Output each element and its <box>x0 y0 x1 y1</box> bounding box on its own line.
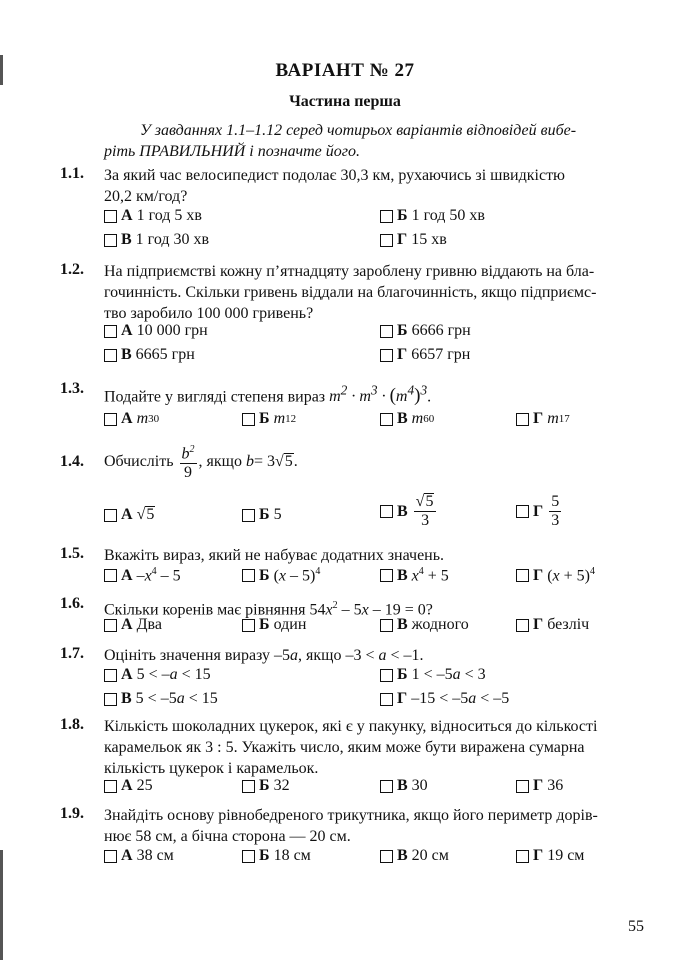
question-text-line: карамельок як 3 : 5. Укажіть число, яким може бути виражена сумарна <box>104 739 585 756</box>
option-letter: А <box>121 566 133 584</box>
option-letter: Б <box>397 207 408 224</box>
page-number: 55 <box>628 918 644 935</box>
option-v[interactable] <box>380 847 449 865</box>
option-text: 5 <box>273 506 282 523</box>
checkbox[interactable] <box>380 619 393 632</box>
variant-title: ВАРІАНТ № 27 <box>275 60 415 81</box>
question-text-line: Знайдіть основу рівнобедреного трикутника, якщо його периметр дорів- <box>104 807 598 824</box>
option-letter: А <box>121 847 133 864</box>
option-expression: 1 < –5a < 3 <box>411 666 486 683</box>
instruction-line-1: У завданнях 1.1–1.12 серед чотирьох варіантів відповідей вибе- <box>140 122 577 139</box>
option-g[interactable] <box>516 777 563 795</box>
question-text <box>104 805 650 847</box>
question-text <box>104 261 650 324</box>
question-number: 1.4. <box>60 453 84 470</box>
option-g[interactable] <box>516 566 595 585</box>
question-text-line: Кількість шоколадних цукерок, які є у пакунку, відноситься до кількості <box>104 718 598 735</box>
option-letter: Б <box>259 847 270 864</box>
option-a[interactable] <box>104 566 181 585</box>
checkbox[interactable] <box>104 693 117 706</box>
option-text: 15 хв <box>411 231 447 248</box>
option-text: 6666 грн <box>411 322 471 339</box>
option-b[interactable] <box>380 322 471 340</box>
option-v[interactable] <box>380 566 449 585</box>
checkbox[interactable] <box>104 780 117 793</box>
option-expression: –15 < –5a < –5 <box>411 690 510 707</box>
option-g[interactable] <box>516 410 570 428</box>
question-number: 1.7. <box>60 645 84 662</box>
checkbox[interactable] <box>380 669 393 682</box>
option-a[interactable] <box>104 847 174 865</box>
checkbox[interactable] <box>380 210 393 223</box>
option-v[interactable] <box>104 346 195 364</box>
question-text-line: За який час велосипедист подолає 30,3 км, рухаючись зі швидкістю <box>104 167 566 184</box>
question-text <box>104 441 650 482</box>
option-v[interactable] <box>104 690 218 708</box>
option-b[interactable] <box>242 777 290 795</box>
option-exponent: 17 <box>558 413 570 425</box>
option-g[interactable] <box>516 616 589 634</box>
checkbox[interactable] <box>380 413 393 426</box>
math-radical: √5 <box>136 506 155 523</box>
option-b[interactable] <box>380 666 486 684</box>
condition-text: , якщо <box>198 453 242 471</box>
question-text-line: тво заробило 100 000 гривень? <box>104 305 314 322</box>
option-text: 6657 грн <box>411 346 471 363</box>
option-letter: А <box>121 322 133 339</box>
option-a[interactable] <box>104 410 159 428</box>
fraction-numerator: 5 <box>551 493 560 510</box>
radicand: 5 <box>284 453 293 471</box>
option-text: безліч <box>547 616 590 633</box>
checkbox[interactable] <box>380 850 393 863</box>
checkbox[interactable] <box>380 780 393 793</box>
option-letter: Г <box>533 847 544 864</box>
option-base: m <box>411 410 424 427</box>
checkbox[interactable] <box>104 210 117 223</box>
condition-value: = 3 <box>253 453 275 471</box>
option-letter: Г <box>533 410 544 427</box>
option-text: 1 год 50 хв <box>411 207 485 224</box>
question-text-line: нює 58 см, а бічна сторона — 20 см. <box>104 828 351 845</box>
option-v[interactable] <box>380 777 428 795</box>
checkbox[interactable] <box>242 413 255 426</box>
question-text-line: гочинність. Скільки гривень віддали на благочинність, якщо підприємс- <box>104 284 597 301</box>
option-v[interactable] <box>104 231 209 249</box>
option-text: 20 см <box>411 847 449 864</box>
question-text: Оцініть значення виразу –5a, якщо –3 < a < –1. <box>104 647 424 664</box>
checkbox[interactable] <box>380 325 393 338</box>
option-letter: А <box>121 410 133 427</box>
option-v[interactable] <box>380 410 434 428</box>
option-letter: Г <box>533 566 544 584</box>
question-number: 1.5. <box>60 545 84 562</box>
question-number: 1.9. <box>60 805 84 822</box>
option-text: 36 <box>547 777 564 794</box>
option-letter: Б <box>397 322 408 339</box>
option-letter: Б <box>259 410 270 427</box>
question-text-line: Подайте у вигляді степеня вираз <box>104 388 326 406</box>
checkbox[interactable] <box>516 413 529 426</box>
checkbox[interactable] <box>242 569 255 582</box>
radicand: 5 <box>425 493 434 510</box>
question-text-line: Обчисліть <box>104 453 174 471</box>
option-v[interactable] <box>380 493 438 530</box>
checkbox[interactable] <box>242 619 255 632</box>
option-text: 1 год 30 хв <box>135 231 210 248</box>
option-expression: $(x + 5)^4$ <box>547 566 595 585</box>
checkbox[interactable] <box>104 669 117 682</box>
checkbox[interactable] <box>516 569 529 582</box>
checkbox[interactable] <box>380 349 393 362</box>
option-text: 6665 грн <box>135 346 195 363</box>
option-letter: Б <box>259 566 270 584</box>
checkbox[interactable] <box>380 693 393 706</box>
option-letter: Г <box>397 231 408 248</box>
option-a[interactable] <box>104 616 162 634</box>
option-text: 19 см <box>547 847 585 864</box>
option-letter: В <box>121 231 132 248</box>
part-title: Частина перша <box>289 93 401 110</box>
option-text: жодного <box>411 616 469 633</box>
question-text-line: На підприємстві кожну п’ятнадцяту зароблену гривню віддають на бла- <box>104 263 595 280</box>
option-a[interactable] <box>104 322 208 340</box>
fraction <box>549 493 561 530</box>
option-letter: А <box>121 777 133 794</box>
option-exponent: 12 <box>285 413 297 425</box>
option-letter: В <box>397 777 408 794</box>
math-radical: √5. <box>275 453 298 471</box>
question-number: 1.8. <box>60 716 84 733</box>
option-b[interactable] <box>242 506 282 524</box>
option-base: m <box>547 410 559 427</box>
option-exponent: 60 <box>423 413 435 425</box>
checkbox[interactable] <box>516 505 529 518</box>
question-text-part: – 19 = 0? <box>368 601 433 619</box>
checkbox[interactable] <box>380 569 393 582</box>
option-b[interactable] <box>242 847 311 865</box>
option-expression: $-x^4 - 5$ <box>136 566 181 585</box>
question-number: 1.6. <box>60 595 84 612</box>
option-text: 30 <box>411 777 428 794</box>
option-text: 25 <box>136 777 153 794</box>
checkbox[interactable] <box>104 234 117 247</box>
option-letter: В <box>397 847 408 864</box>
option-letter: В <box>397 566 408 584</box>
question-number: 1.3. <box>60 380 84 397</box>
option-g[interactable] <box>380 231 447 249</box>
option-g[interactable] <box>380 690 509 708</box>
question-text: Подайте у вигляді степеня вираз $m^2 \cdot m^3 \cdot (m^4)^3$. <box>104 383 432 407</box>
option-letter: В <box>121 690 132 707</box>
option-letter: А <box>121 616 133 633</box>
option-letter: Б <box>397 666 408 683</box>
option-expression: 5 < –5a < 15 <box>135 690 218 707</box>
option-letter: В <box>397 616 408 633</box>
option-letter: А <box>121 506 133 523</box>
option-v[interactable] <box>380 616 469 634</box>
option-expression: (x – 5)$^4$ <box>273 566 321 585</box>
option-text: 18 см <box>273 847 311 864</box>
question-text-part: Скільки коренів має рівняння 54 <box>104 601 326 619</box>
option-letter: Г <box>533 777 544 794</box>
checkbox[interactable] <box>104 413 117 426</box>
question-text-line: кількість цукерок і карамельок. <box>104 760 319 777</box>
checkbox[interactable] <box>242 850 255 863</box>
option-a[interactable] <box>104 666 211 684</box>
option-b[interactable] <box>242 410 296 428</box>
fraction-denominator: 3 <box>421 512 430 529</box>
option-b[interactable] <box>380 207 485 225</box>
checkbox[interactable] <box>242 509 255 522</box>
question-number: 1.1. <box>60 165 84 182</box>
checkbox[interactable] <box>104 325 117 338</box>
checkbox[interactable] <box>380 505 393 518</box>
option-letter: Г <box>397 690 408 707</box>
question-text <box>104 165 650 207</box>
condition-variable: b <box>245 453 254 471</box>
checkbox[interactable] <box>104 850 117 863</box>
option-exponent: 30 <box>148 413 160 425</box>
checkbox[interactable] <box>516 619 529 632</box>
question-number: 1.2. <box>60 261 84 278</box>
math-expression: $m^2 \cdot m^3 \cdot (m^4)^3$ <box>329 383 428 407</box>
option-expression: $x^4 + 5$ <box>411 566 449 585</box>
option-g[interactable] <box>516 847 584 865</box>
question-text: Скільки коренів має рівняння $54x^2 - 5x - 19 = 0$? <box>104 600 433 619</box>
fraction: $\frac{b^2}{9}$ <box>180 441 197 482</box>
instruction-line-2: ріть ПРАВИЛЬНИЙ і позначте його. <box>104 143 360 160</box>
question-text-line: 20,2 км/год? <box>104 188 188 205</box>
question-text-part: Оцініть значення виразу <box>104 647 271 664</box>
checkbox[interactable] <box>516 780 529 793</box>
option-letter: Б <box>259 616 270 633</box>
option-g[interactable] <box>380 346 470 364</box>
option-base: m <box>273 410 286 427</box>
option-a[interactable] <box>104 506 155 524</box>
checkbox[interactable] <box>242 780 255 793</box>
option-b[interactable] <box>242 566 320 585</box>
option-letter: В <box>397 410 408 427</box>
checkbox[interactable] <box>516 850 529 863</box>
checkbox[interactable] <box>104 569 117 582</box>
option-a[interactable] <box>104 777 153 795</box>
option-expression: 5 < –a < 15 <box>136 666 211 683</box>
question-text <box>104 716 650 779</box>
option-letter: Г <box>533 616 544 633</box>
option-text: 1 год 5 хв <box>136 207 202 224</box>
scan-edge-mark <box>0 850 3 960</box>
radicand: 5 <box>146 506 155 523</box>
option-text: 38 см <box>136 847 174 864</box>
option-base: m <box>136 410 149 427</box>
option-letter: В <box>121 346 132 363</box>
fraction-denominator: 3 <box>551 512 560 529</box>
option-letter: Б <box>259 777 270 794</box>
option-letter: А <box>121 666 133 683</box>
option-text: Два <box>136 616 162 633</box>
checkbox[interactable] <box>104 619 117 632</box>
option-a[interactable] <box>104 207 202 225</box>
option-text: 32 <box>273 777 290 794</box>
fraction: $\frac{√5}{3}$ <box>414 493 437 530</box>
option-letter: Б <box>259 506 270 523</box>
question-text: Вкажіть вираз, який не набуває додатних значень. <box>104 547 445 564</box>
checkbox[interactable] <box>104 349 117 362</box>
option-letter: В <box>397 502 408 520</box>
checkbox[interactable] <box>380 234 393 247</box>
checkbox[interactable] <box>104 509 117 522</box>
option-letter: Г <box>397 346 408 363</box>
option-g[interactable] <box>516 493 563 530</box>
option-letter: А <box>121 207 133 224</box>
option-b[interactable] <box>242 616 306 634</box>
option-text: 10 000 грн <box>136 322 208 339</box>
option-text: один <box>273 616 307 633</box>
option-letter: Г <box>533 502 544 520</box>
